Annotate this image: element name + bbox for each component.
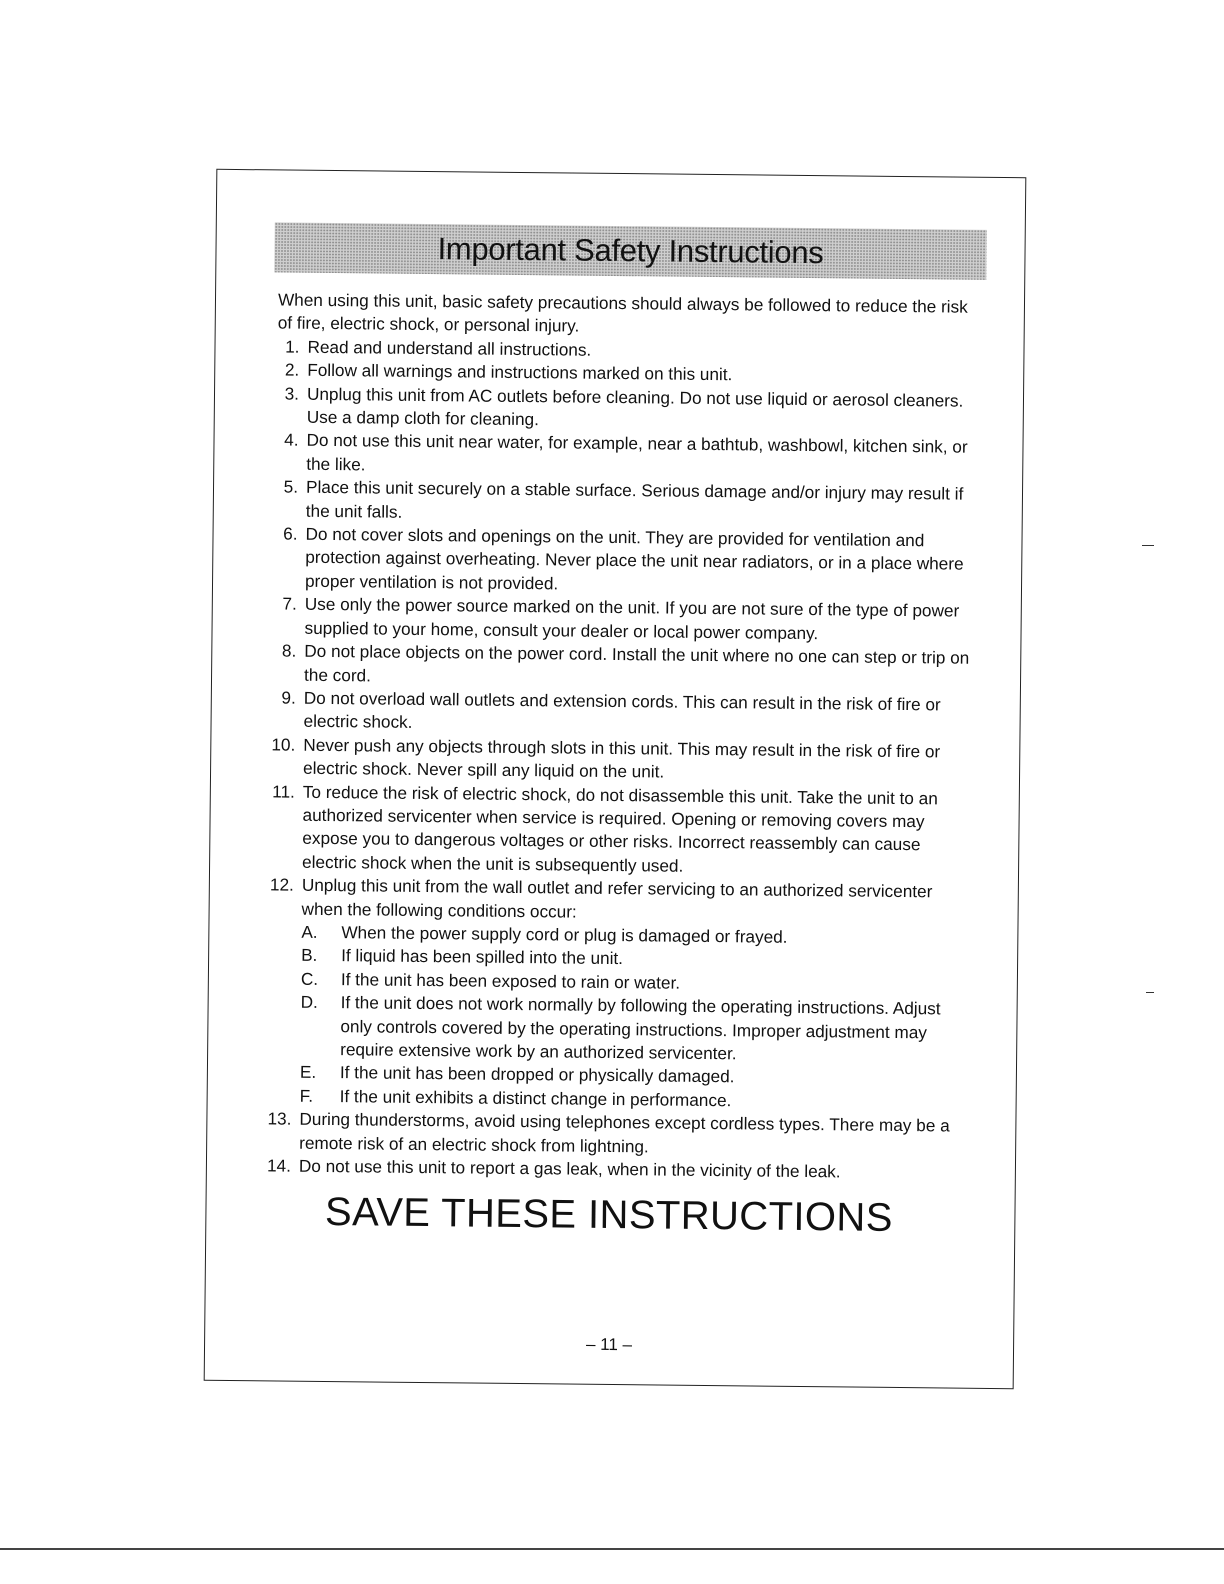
item-text: Do not overload wall outlets and extension cords. This can result in the risk of fire or electric shock.: [303, 687, 941, 733]
item-number: 1.: [285, 336, 300, 357]
item-number: 5.: [283, 476, 299, 497]
item-number: 13.: [267, 1108, 292, 1129]
list-item: [250, 780, 976, 881]
item-text: To reduce the risk of electric shock, do not disassemble this unit. Take the unit to an authorized servicenter when service is required. Opening or removing covers may expose you to dangerous voltages or other risks. Incorrect reassembly can cause electric shock when the unit is subsequently used.: [302, 781, 938, 876]
item-text: Do not use this unit to report a gas leak, when in the vicinity of the leak.: [298, 1155, 841, 1182]
item-number: 6.: [283, 523, 298, 544]
sub-item-letter: C.: [300, 968, 319, 989]
list-item: [254, 429, 979, 483]
page-title: Important Safety Instructions: [437, 231, 824, 271]
sub-item-letter: F.: [299, 1085, 314, 1106]
sub-item-text: When the power supply cord or plug is damaged or frayed.: [341, 922, 788, 947]
list-item: [251, 686, 976, 740]
item-number: 10.: [271, 734, 296, 755]
sub-item-letter: D.: [300, 991, 318, 1013]
list-item: [247, 1107, 972, 1161]
intro-paragraph: When using this unit, basic safety precautions should always be followed to reduce the risk of fire, electric shock, or personal injury.: [277, 289, 968, 337]
sub-list-item: [300, 991, 974, 1068]
item-text: Unplug this unit from the wall outlet and refer servicing to an authorized servicenter when the following conditions occur:: [301, 874, 933, 922]
list-item: [251, 733, 976, 787]
page-number: – 11 –: [585, 1334, 633, 1355]
list-item: [252, 592, 977, 646]
page-frame: [204, 169, 1027, 1389]
item-text: Never push any objects through slots in this unit. This may result in the risk of fire or electric shock. Never spill any liquid on the unit.: [302, 734, 941, 782]
list-item: [252, 639, 977, 693]
sub-item-text: If the unit does not work normally by following the operating instructions. Adjust only controls covered by the operating instructions. Improper adjustment may require extensive work by an authorized servicenter.: [340, 992, 941, 1064]
item-number: 2.: [284, 359, 300, 380]
item-number: 7.: [282, 593, 297, 614]
scan-edge-line: [0, 1548, 1224, 1550]
item-number: 3.: [284, 383, 300, 404]
sub-item-text: If the unit exhibits a distinct change in performance.: [339, 1085, 732, 1111]
title-banner: [274, 222, 986, 279]
item-text: Do not use this unit near water, for example, near a bathtub, washbowl, kitchen sink, or the like.: [306, 430, 968, 475]
save-instructions-heading: SAVE THESE INSTRUCTIONS: [324, 1190, 894, 1241]
sub-item-letter: A.: [301, 921, 318, 942]
item-text: During thunderstorms, avoid using telephones except cordless types. There may be a remote risk of an electric shock from lightning.: [299, 1108, 950, 1156]
sub-item-letter: E.: [299, 1062, 317, 1083]
list-item: [248, 873, 975, 1115]
sub-item-text: If the unit has been dropped or physically damaged.: [339, 1062, 735, 1087]
item-number: 14.: [266, 1155, 292, 1176]
sub-item-text: If liquid has been spilled into the unit.: [341, 945, 624, 969]
item-number: 4.: [284, 429, 299, 451]
sub-item-text: If the unit has been exposed to rain or water.: [340, 968, 681, 993]
item-number: 8.: [281, 640, 297, 661]
item-text: Use only the power source marked on the unit. If you are not sure of the type of power supplied to your home, consult your dealer or local power company.: [304, 594, 960, 643]
item-text: Do not cover slots and openings on the unit. They are provided for ventilation and protection against overheating. Never place the unit near radiators, or in a place where proper ventilation is not provided.: [304, 523, 964, 594]
instruction-list: [247, 335, 981, 1185]
list-item: [255, 382, 980, 436]
item-number: 11.: [272, 780, 295, 802]
item-text: Do not place objects on the power cord. Install the unit where no one can step or trip on the cord.: [303, 640, 970, 685]
item-number: 9.: [281, 687, 296, 708]
instructions-body: [246, 288, 981, 1243]
margin-mark: [1142, 545, 1154, 546]
sub-item-letter: B.: [301, 945, 318, 966]
item-text: Follow all warnings and instructions marked on this unit.: [307, 359, 733, 385]
item-text: Unplug this unit from AC outlets before cleaning. Do not use liquid or aerosol cleaners. Use a damp cloth for cleaning.: [306, 383, 964, 430]
condition-list: [300, 921, 975, 1115]
list-item: [253, 522, 979, 600]
item-text: Place this unit securely on a stable surface. Serious damage and/or injury may result if the unit falls.: [305, 476, 964, 522]
item-text: Read and understand all instructions.: [307, 336, 592, 360]
list-item: [254, 475, 979, 529]
item-number: 12.: [269, 874, 294, 895]
margin-mark: [1146, 992, 1154, 993]
